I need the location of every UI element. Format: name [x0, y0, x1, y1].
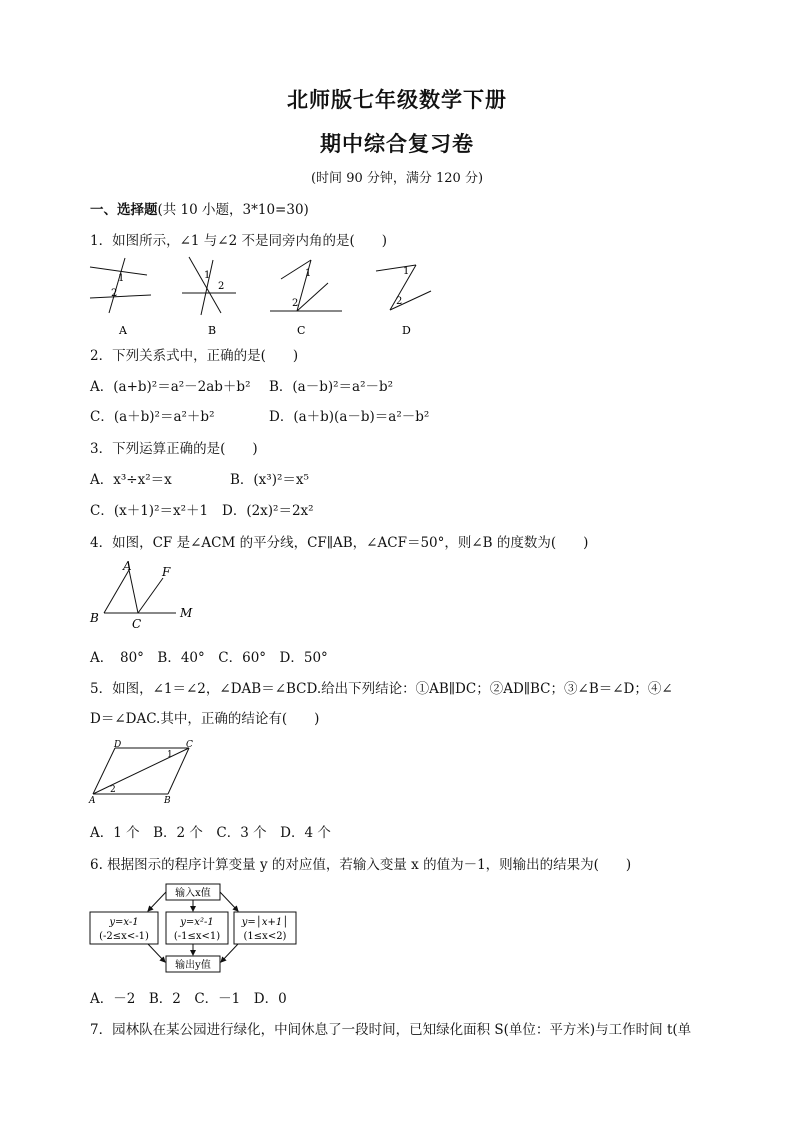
q1-label-d: D: [402, 324, 411, 337]
q1-d-angle-1: 1: [403, 266, 410, 277]
q6-left-range: (-2≤x<-1): [99, 931, 149, 942]
q1-a-angle-1: 1: [118, 273, 125, 284]
q3-option-b: B．(x³)²＝x⁵: [230, 472, 309, 488]
q1-figures: [85, 253, 445, 343]
q4-point-f: F: [162, 565, 171, 579]
q6-options: A．－2 B．2 C．－1 D．0: [90, 991, 287, 1007]
q2-option-c: C．(a＋b)²＝a²＋b²: [90, 409, 215, 425]
q1-label-a: A: [119, 324, 127, 337]
q5-stem-line2: D＝∠DAC.其中，正确的结论有( ): [90, 711, 320, 727]
q1-figure-a: [90, 258, 151, 313]
q4-point-a: A: [123, 559, 132, 573]
q1-label-c: C: [297, 324, 306, 337]
section-note: (共 10 小题，3*10=30): [157, 202, 309, 218]
q4-point-m: M: [180, 606, 193, 620]
q5-options: A．1 个 B．2 个 C．3 个 D．4 个: [90, 825, 331, 841]
q1-b-angle-1: 1: [204, 270, 211, 281]
q7-stem: 7．园林队在某公园进行绿化，中间休息了一段时间，已知绿化面积 S(单位：平方米)与工作时间 t(单: [90, 1022, 692, 1038]
q1-d-angle-2: 2: [396, 296, 403, 307]
q4-stem: 4．如图，CF 是∠ACM 的平分线，CF∥AB，∠ACF＝50°，则∠B 的度数为( ): [90, 535, 589, 551]
q1-stem: 1．如图所示，∠1 与∠2 不是同旁内角的是( ): [90, 233, 388, 249]
q5-figure: [86, 735, 206, 807]
page-title: 北师版七年级数学下册: [287, 87, 507, 112]
q4-point-b: B: [90, 611, 99, 625]
q2-stem: 2．下列关系式中，正确的是( ): [90, 348, 299, 364]
q5-point-d: D: [114, 740, 122, 750]
q6-right-formula: y=│x+1│: [241, 917, 289, 928]
q6-mid-range: (-1≤x<1): [173, 931, 221, 942]
q6-input-label: 输入x值: [175, 888, 211, 899]
q6-right-range: (1≤x<2): [243, 931, 287, 942]
q3-stem: 3．下列运算正确的是( ): [90, 441, 258, 457]
q1-c-angle-2: 2: [292, 298, 299, 309]
time-info: (时间 90 分钟，满分 120 分): [310, 171, 484, 186]
q6-flowchart: [88, 880, 318, 976]
q5-stem-line1: 5．如图，∠1＝∠2，∠DAB＝∠BCD.给出下列结论：①AB∥DC；②AD∥BC；③∠B＝∠D；④∠: [90, 681, 673, 697]
q1-c-angle-1: 1: [305, 268, 312, 279]
q3-option-d: D．(2x)²＝2x²: [222, 503, 314, 519]
q3-option-c: C．(x＋1)²＝x²＋1: [90, 503, 209, 519]
page-subtitle: 期中综合复习卷: [320, 131, 474, 156]
q5-point-a: A: [89, 796, 96, 806]
q6-output-label: 输出y值: [175, 960, 211, 971]
q2-option-b: B．(a－b)²＝a²－b²: [269, 379, 394, 395]
q1-figure-b: [182, 257, 236, 315]
q3-option-a: A．x³÷x²＝x: [90, 472, 172, 488]
section-heading: [90, 198, 309, 218]
q6-left-formula: y=x-1: [109, 917, 139, 928]
q5-angle-2: 2: [110, 785, 116, 795]
q5-point-c: C: [186, 740, 193, 750]
q4-figure: [86, 556, 206, 632]
section-title: 一、选择题: [90, 202, 158, 218]
q5-point-b: B: [164, 796, 171, 806]
q2-option-d: D．(a＋b)(a－b)＝a²－b²: [269, 409, 430, 425]
q1-b-angle-2: 2: [218, 281, 225, 292]
q1-a-angle-2: 2: [111, 288, 118, 299]
q4-point-c: C: [132, 617, 142, 631]
q2-option-a: A．(a+b)²＝a²－2ab＋b²: [90, 379, 251, 395]
q5-angle-1: 1: [167, 750, 173, 760]
q6-mid-formula: y=x²-1: [180, 917, 214, 928]
q6-stem: 6. 根据图示的程序计算变量 y 的对应值，若输入变量 x 的值为－1，则输出的结果为( ): [90, 857, 632, 873]
q1-label-b: B: [208, 324, 217, 337]
q4-options: A． 80° B．40° C．60° D．50°: [90, 650, 328, 666]
